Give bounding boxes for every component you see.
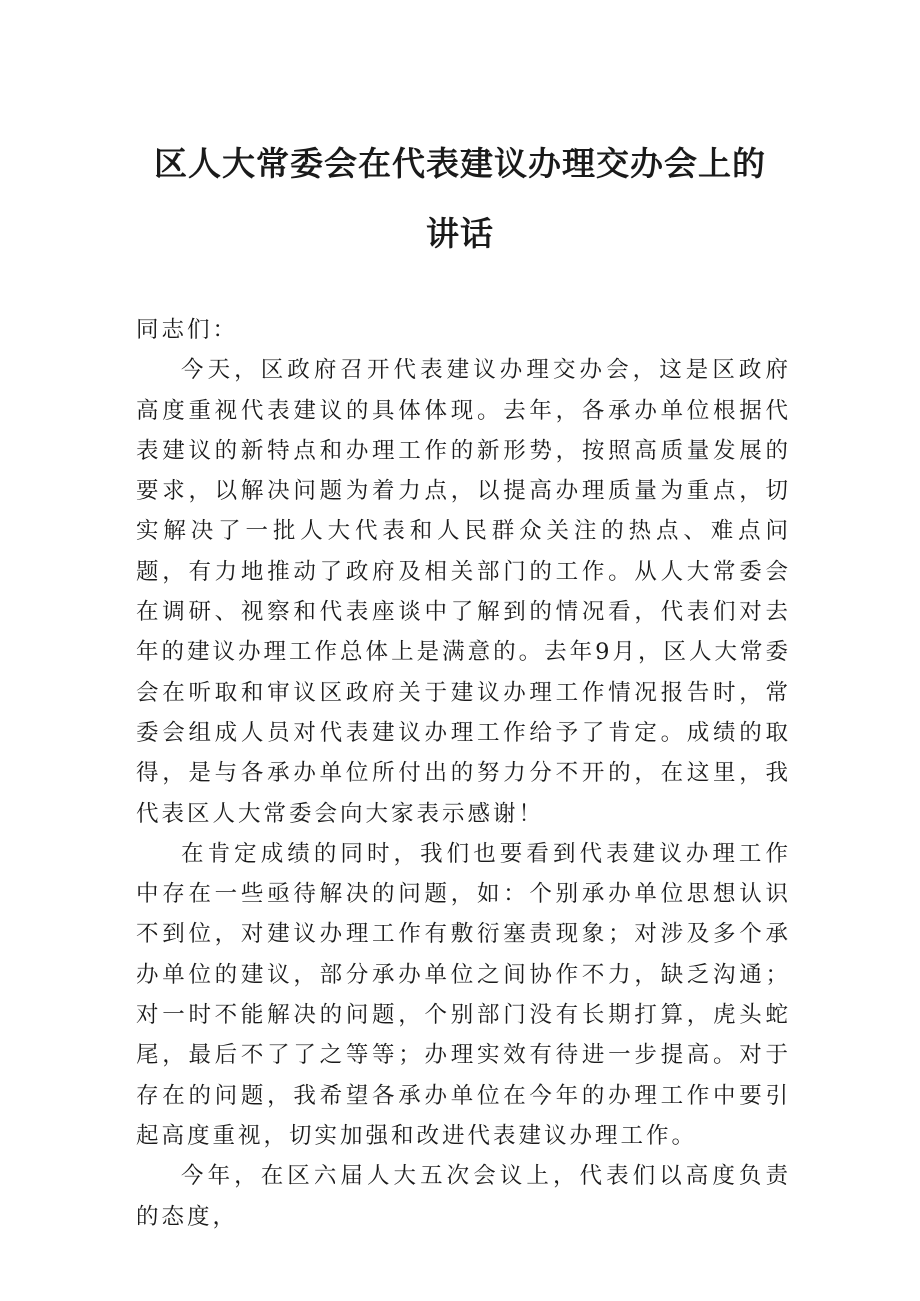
document-body xyxy=(136,310,791,1237)
document-title-line-2: 讲话 xyxy=(426,214,494,253)
paragraph-3: 今年，在区六届人大五次会议上，代表们以高度负责的态度， xyxy=(136,1163,791,1230)
paragraph-1: 今天，区政府召开代表建议办理交办会，这是区政府高度重视代表建议的具体体现。去年，各承办单位根据代表建议的新特点和办理工作的新形势，按照高质量发展的要求，以解决问题为着力点，以提高办理质量为重点，切实解决了一批人大代表和人民群众关注的热点、难点问题，有力地推动了政府及相关部门的工作。从人大常委会在调研、视察和代表座谈中了解到的情况看，代表们对去年的建议办理工作总体上是满意的。去年9月，区人大常委会在听取和审议区政府关于建议办理工作情况报告时，常委会组成人员对代表建议办理工作给予了肯定。成绩的取得，是与各承办单位所付出的努力分不开的，在这里，我代表区人大常委会向大家表示感谢！ xyxy=(136,357,791,827)
document-title-line-1: 区人大常委会在代表建议办理交办会上的 xyxy=(154,144,766,183)
salutation: 同志们： xyxy=(136,317,239,343)
paragraph-2: 在肯定成绩的同时，我们也要看到代表建议办理工作中存在一些亟待解决的问题，如：个别承办单位思想认识不到位，对建议办理工作有敷衍塞责现象；对涉及多个承办单位的建议，部分承办单位之间协作不力，缺乏沟通；对一时不能解决的问题，个别部门没有长期打算，虎头蛇尾，最后不了了之等等；办理实效有待进一步提高。对于存在的问题，我希望各承办单位在今年的办理工作中要引起高度重视，切实加强和改进代表建议办理工作。 xyxy=(136,840,791,1149)
